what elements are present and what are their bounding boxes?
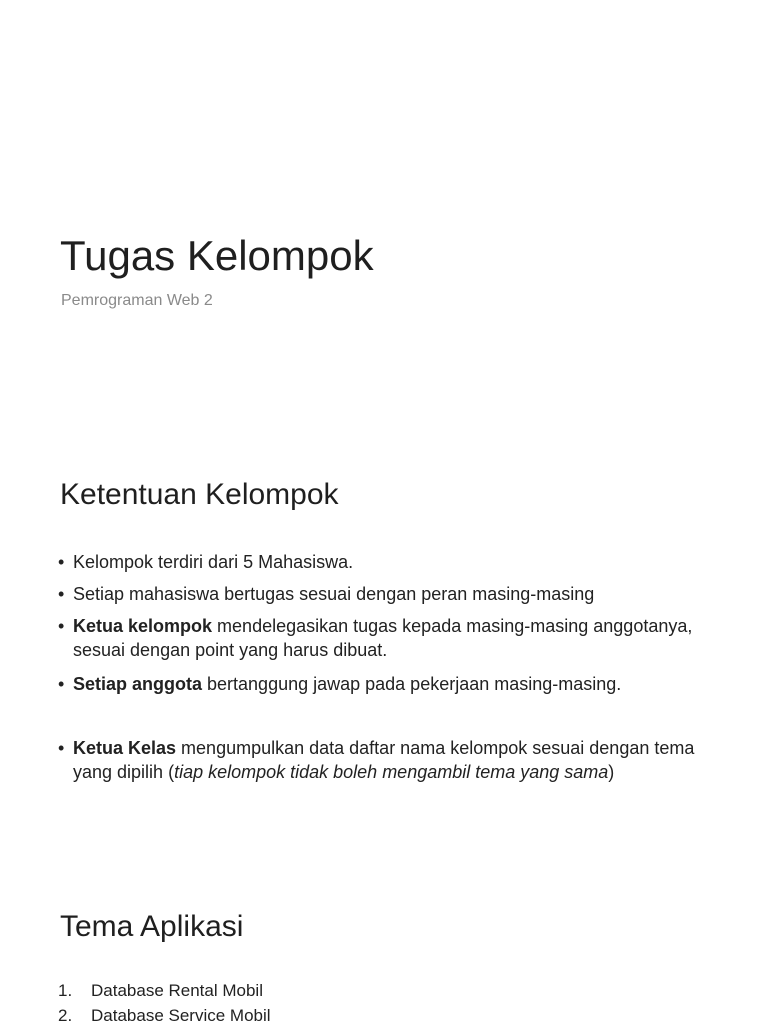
- list-item: [58, 1003, 271, 1028]
- list-item: [58, 582, 718, 614]
- list-item-italic: tiap kelompok tidak boleh mengambil tema yang sama: [174, 762, 609, 782]
- section-heading-tema: Tema Aplikasi: [60, 910, 244, 943]
- section-heading-ketentuan: Ketentuan Kelompok: [60, 478, 339, 511]
- bullet-icon: •: [58, 584, 65, 604]
- list-item-closing: ): [608, 762, 615, 782]
- list-item: [58, 978, 271, 1003]
- list-item: [58, 672, 718, 704]
- rules-list: [58, 550, 718, 704]
- list-number: 2.: [58, 1006, 73, 1025]
- list-item: [58, 614, 718, 672]
- list-item: [58, 550, 718, 582]
- bullet-icon: •: [58, 738, 65, 758]
- list-item-bold: Ketua Kelas: [73, 738, 177, 758]
- bullet-icon: •: [58, 674, 65, 694]
- list-number: 1.: [58, 981, 73, 1000]
- bullet-icon: •: [58, 616, 65, 636]
- theme-list: [58, 978, 271, 1028]
- slide-subtitle: Pemrograman Web 2: [61, 292, 213, 309]
- list-item-text: bertanggung jawap pada pekerjaan masing-masing.: [202, 674, 622, 694]
- list-item-text: Database Service Mobil: [91, 1006, 271, 1025]
- list-item-bold: Ketua kelompok: [73, 616, 213, 636]
- list-item-text: Database Rental Mobil: [91, 981, 263, 1000]
- list-item-text: mendelegasikan tugas kepada masing-masing anggotanya, sesuai dengan point yang harus dibuat.: [73, 616, 693, 660]
- slide-title: Tugas Kelompok: [60, 232, 374, 279]
- rules-list-extra: [58, 736, 718, 784]
- list-item-text: mengumpulkan data daftar nama kelompok sesuai dengan tema yang dipilih (: [73, 738, 695, 782]
- list-item-text: Kelompok terdiri dari 5 Mahasiswa.: [73, 552, 354, 572]
- list-item-text: Setiap mahasiswa bertugas sesuai dengan peran masing-masing: [73, 584, 595, 604]
- list-item: [58, 736, 718, 784]
- list-item-bold: Setiap anggota: [73, 674, 203, 694]
- bullet-icon: •: [58, 552, 65, 572]
